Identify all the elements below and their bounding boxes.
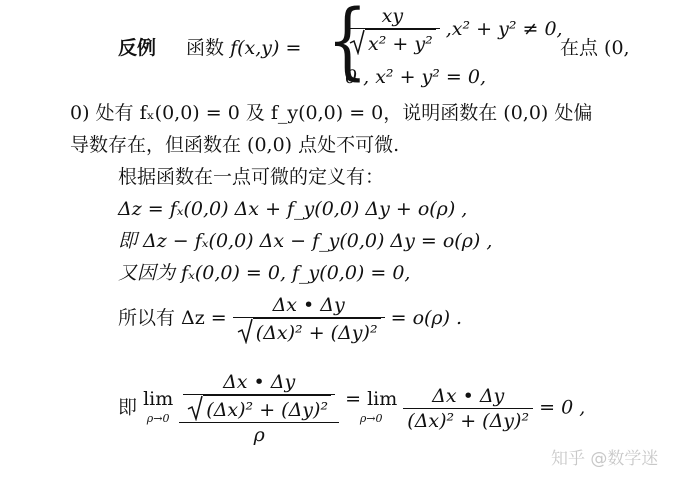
intro-text: 函数 [186, 37, 225, 59]
case1 [345, 4, 563, 56]
line-8-big-numerator [179, 370, 339, 422]
line-7-sqrt [237, 318, 381, 345]
case1-condition: ,x² + y² ≠ 0, [445, 18, 563, 40]
line-3: 根据函数在一点可微的定义有： [118, 166, 385, 188]
case1-denominator [345, 29, 440, 56]
line-7 [118, 293, 462, 345]
line-5: 即 Δz − fₓ(0,0) Δx − f_y(0,0) Δy = o(ρ) , [118, 230, 493, 252]
line-1: 0) 处有 fₓ(0,0) = 0 及 f_y(0,0) = 0，说明函数在 (0,0) 处偏 [70, 102, 593, 124]
limit-left [143, 387, 173, 431]
header-tail: 在点 (0, [560, 37, 630, 59]
line-8-inner-radicand: (Δx)² + (Δy)² [203, 395, 331, 422]
line-4: Δz = fₓ(0,0) Δx + f_y(0,0) Δy + o(ρ) , [118, 198, 468, 220]
fxy-text: f(x,y) = [230, 37, 302, 59]
case2: 0 , x² + y² = 0, [345, 66, 487, 88]
line-7-radicand: (Δx)² + (Δy)² [253, 318, 381, 345]
case1-radicand: x² + y² [365, 29, 436, 56]
limit-right-text: = lim [345, 387, 398, 410]
watermark: 知乎 @数学迷 [551, 449, 659, 469]
line-7-denominator [233, 318, 385, 345]
limit-right-under: ρ→0 [359, 411, 383, 425]
limit-right [345, 387, 397, 431]
line-7-fraction [233, 293, 385, 345]
line-8 [118, 370, 585, 447]
label-fanli: 反例 [118, 37, 157, 59]
line-8-inner-numerator: Δx • Δy [223, 371, 296, 393]
counterexample-label [118, 36, 156, 60]
line-8-big-denominator: ρ [253, 424, 265, 446]
line-8-big-fraction [179, 370, 339, 447]
case1-fraction [345, 4, 440, 56]
line-7-post: = o(ρ) . [390, 307, 463, 329]
limit-left-text: lim [143, 387, 174, 410]
case1-numerator: xy [381, 5, 404, 27]
line-6: 又因为 fₓ(0,0) = 0, f_y(0,0) = 0, [118, 262, 411, 284]
line-8-right-numerator: Δx • Δy [432, 385, 505, 407]
line-7-numerator: Δx • Δy [272, 294, 345, 316]
case1-sqrt [349, 29, 436, 56]
left-brace: { [327, 0, 368, 90]
line-8-post: = 0 , [539, 396, 586, 419]
line-8-right-denominator: (Δx)² + (Δy)² [407, 410, 530, 432]
line-2: 导数存在，但函数在 (0,0) 点处不可微. [70, 134, 400, 156]
line-8-inner-sqrt [187, 395, 331, 422]
line-8-mid [345, 387, 403, 425]
limit-left-under: ρ→0 [146, 411, 170, 425]
line-7-pre: 所以有 Δz = [118, 307, 227, 329]
line-8-inner-fraction [183, 370, 335, 422]
line-8-inner-denominator [183, 395, 335, 422]
line-8-pre: 即 [118, 396, 138, 419]
line-8-right-fraction [403, 384, 533, 433]
function-intro [186, 36, 301, 60]
